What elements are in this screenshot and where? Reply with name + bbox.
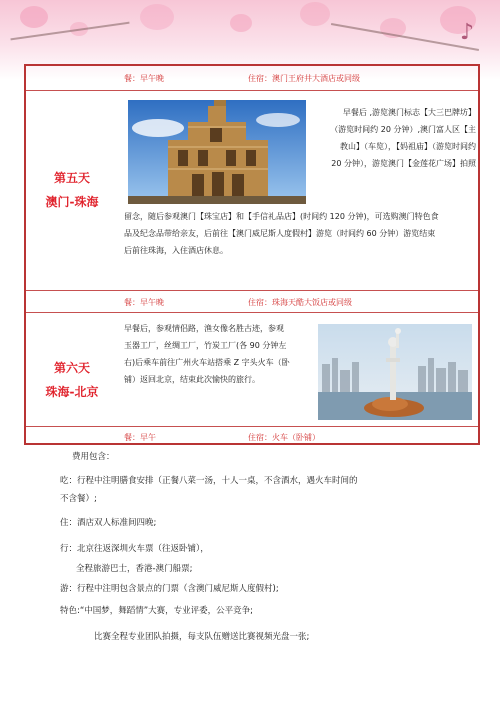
text-line: 留念，随后参观澳门【珠宝店】和【手信礼品店】(时间约 120 分钟)，可选购澳门特色食 [124, 212, 439, 221]
text-line: （游览时间约 20 分钟）,澳门富人区【主 [330, 125, 476, 134]
route-label: 珠海-北京 [45, 385, 99, 399]
music-note-icon: ♪ [460, 20, 475, 45]
itinerary-table [24, 64, 480, 445]
text-line: 铺）返回北京，结束此次愉快的旅行。 [124, 375, 260, 384]
fee-item-food: 吃：行程中注明膳食安排（正餐八菜一汤，十人一桌，不含酒水，遇火车时间的 [60, 476, 358, 486]
text-line: 早餐后 ,游览澳门标志【大三巴牌坊】 [342, 108, 476, 117]
row-divider [26, 426, 478, 427]
row-divider [26, 312, 478, 313]
day5-description-right [316, 104, 476, 172]
text-line: 右)后乘车前往广州火车站搭乘 Z 字头火车（卧 [124, 358, 290, 367]
blossom-decoration [20, 6, 48, 28]
fee-item-lodging: 住：酒店双人标准间四晚; [60, 518, 157, 528]
fee-item-transport: 行：北京往返深圳火车票（往返卧铺）， [60, 544, 209, 554]
blossom-decoration [300, 2, 330, 26]
text-line: 玉器工厂，丝绸工厂，竹炭工厂(各 90 分钟左 [124, 341, 287, 350]
fee-item-food-cont: 不含餐）; [60, 494, 97, 504]
fee-item-special: 特色:“中国梦，舞蹈情”大赛，专业评委，公平竞争; [60, 606, 254, 616]
route-label: 澳门-珠海 [45, 195, 99, 209]
fee-item-note: 比赛全程专业团队拍摄，每支队伍赠送比赛视频光盘一张; [94, 632, 310, 642]
day5-description-full [124, 208, 476, 259]
lodging-label: 住宿：火车（卧铺） [248, 433, 320, 442]
fee-item-transport-cont: 全程旅游巴士，香港-澳门船票; [76, 564, 193, 574]
lodging-label: 住宿：澳门王府井大酒店或同级 [248, 74, 360, 83]
text-line: 教山】（车览），【妈祖庙】（游览时间约 [340, 142, 476, 151]
row-divider [26, 290, 478, 291]
blossom-decoration [140, 4, 174, 30]
ruins-of-st-paul-photo [128, 100, 306, 204]
meals-label: 餐：早午 [124, 433, 156, 442]
lodging-label: 住宿：珠海天酷大饭店或同级 [248, 298, 352, 307]
fees-heading: 费用包含： [72, 452, 115, 462]
text-line: 早餐后，参观情侣路，渔女像名胜古迹，参观 [124, 324, 284, 333]
text-line: 20 分钟），游览澳门【金莲花广场】拍照 [331, 159, 476, 168]
day-label: 第六天 [53, 361, 90, 375]
zhuhai-fisher-girl-photo [318, 324, 472, 420]
day6-description [124, 320, 314, 388]
fee-item-sightseeing: 游：行程中注明包含景点的门票（含澳门威尼斯人度假村); [60, 584, 279, 594]
blossom-decoration [230, 14, 252, 32]
row-divider [26, 90, 478, 91]
day-label: 第五天 [53, 171, 90, 185]
text-line: 后前往珠海，入住酒店休息。 [124, 246, 228, 255]
text-line: 品及纪念品带给亲友，后前往【澳门威尼斯人度假村】游览（时间约 60 分钟）游览结束 [124, 229, 436, 238]
meals-label: 餐：早午晚 [124, 74, 164, 83]
meals-label: 餐：早午晚 [124, 298, 164, 307]
